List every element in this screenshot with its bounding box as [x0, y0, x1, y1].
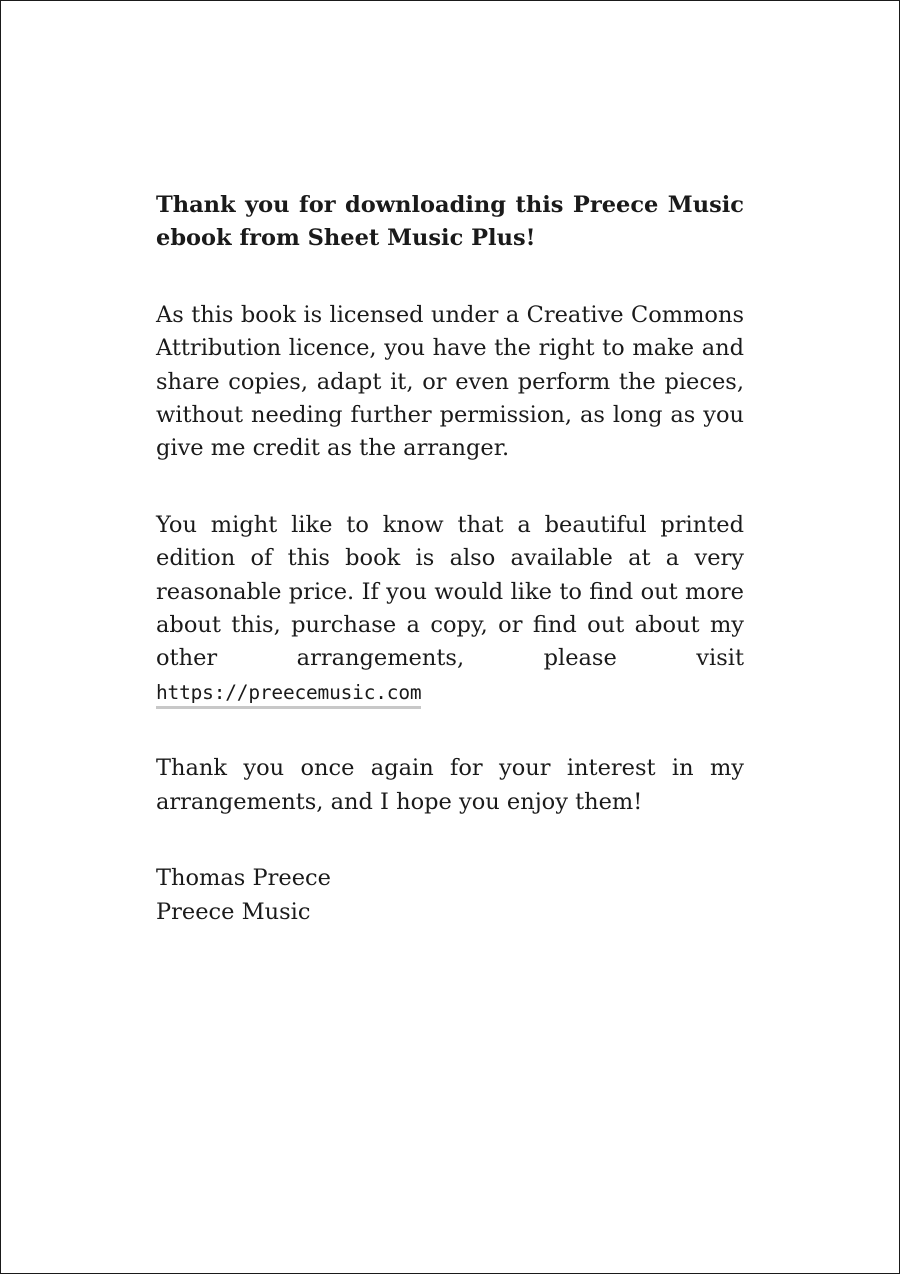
- signature: [156, 862, 744, 929]
- heading: Thank you for downloading this Preece Music ebook from Sheet Music Plus!: [156, 192, 744, 252]
- signature-name: Thomas Preece: [156, 865, 331, 892]
- license-paragraph: As this book is licensed under a Creative Commons Attribution licence, you have the right to make and share copies, adapt it, or even perform the pieces, without needing further permission, as long as you give me credit as the arranger.: [156, 301, 744, 462]
- printed-edition-paragraph: [156, 509, 744, 709]
- thanks-paragraph: Thank you once again for your interest in my arrangements, and I hope you enjoy them!: [156, 755, 744, 815]
- printed-edition-text: You might like to know that a beautiful printed edition of this book is also available at a very reasonable price. If you would like to find out more about this, purchase a copy, or find out about my other arrangements, please visit: [156, 511, 744, 672]
- website-link[interactable]: https://preecemusic.com: [156, 681, 421, 709]
- signature-company: Preece Music: [156, 898, 311, 925]
- document-body: [156, 189, 744, 929]
